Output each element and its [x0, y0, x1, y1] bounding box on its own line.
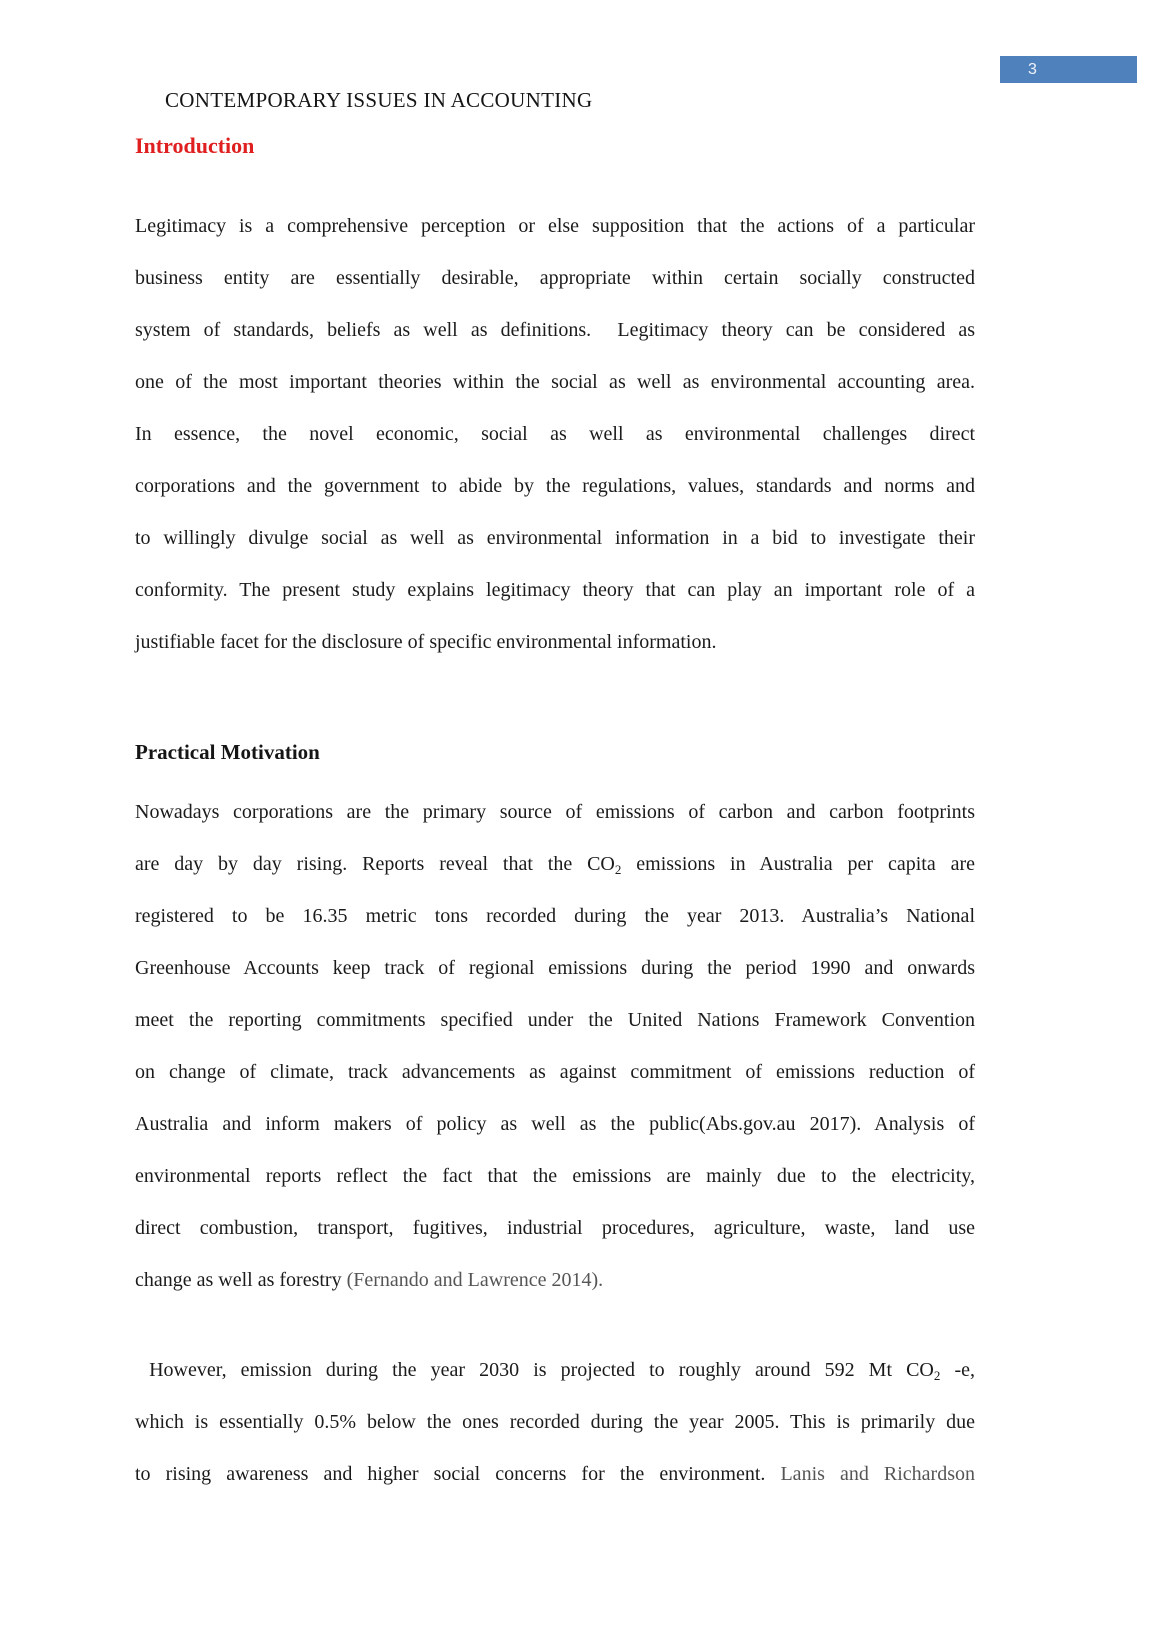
text-line: meet the reporting commitments specified under the United Nations Framework Convention — [135, 1009, 975, 1031]
text-line: Nowadays corporations are the primary source of emissions of carbon and carbon footprints — [135, 801, 975, 823]
introduction-paragraph — [135, 200, 975, 668]
text-line: However, emission during the year 2030 is projected to roughly around 592 Mt $CO_2$ -e, — [135, 1359, 976, 1383]
text-line: registered to be 16.35 metric tons recorded during the year 2013. Australia’s National — [135, 905, 975, 927]
emission-projection-paragraph — [135, 1344, 975, 1500]
text-line: justifiable facet for the disclosure of specific environmental information. — [135, 631, 717, 653]
text-line: Greenhouse Accounts keep track of regional emissions during the period 1990 and onwards — [135, 957, 975, 979]
text-line: Legitimacy is a comprehensive perception or else supposition that the actions of a particular — [135, 215, 975, 237]
page-number-badge — [1000, 56, 1137, 83]
page-number: 3 — [1028, 61, 1037, 78]
text-line: environmental reports reflect the fact that the emissions are mainly due to the electricity, — [135, 1165, 975, 1187]
practical-motivation-paragraph — [135, 786, 975, 1306]
text-line: which is essentially 0.5% below the ones recorded during the year 2005. This is primarily due — [135, 1411, 975, 1433]
text-line: direct combustion, transport, fugitives, industrial procedures, agriculture, waste, land use — [135, 1217, 975, 1239]
document-header-title: CONTEMPORARY ISSUES IN ACCOUNTING — [165, 88, 593, 112]
text-line: Australia and inform makers of policy as well as the public(Abs.gov.au 2017). Analysis of — [135, 1113, 975, 1135]
text-line: to willingly divulge social as well as environmental information in a bid to investigate their — [135, 527, 975, 549]
text-line: to rising awareness and higher social concerns for the environment. Lanis and Richardson — [135, 1463, 976, 1485]
practical-motivation-heading: Practical Motivation — [135, 740, 320, 764]
introduction-heading: Introduction — [135, 133, 255, 158]
text-line: business entity are essentially desirable, appropriate within certain socially constructed — [135, 267, 975, 289]
text-line: change as well as forestry (Fernando and Lawrence 2014). — [135, 1269, 604, 1291]
text-line: conformity. The present study explains legitimacy theory that can play an important role of a — [135, 579, 975, 601]
text-line: corporations and the government to abide by the regulations, values, standards and norms and — [135, 475, 975, 497]
text-line: system of standards, beliefs as well as definitions. Legitimacy theory can be considered as — [135, 319, 975, 341]
text-line: are day by day rising. Reports reveal that the $CO_2$ emissions in Australia per capita are — [135, 853, 976, 877]
text-line: on change of climate, track advancements as against commitment of emissions reduction of — [135, 1061, 975, 1083]
text-line: In essence, the novel economic, social as well as environmental challenges direct — [135, 423, 975, 445]
text-line: one of the most important theories within the social as well as environmental accounting area. — [135, 371, 975, 393]
